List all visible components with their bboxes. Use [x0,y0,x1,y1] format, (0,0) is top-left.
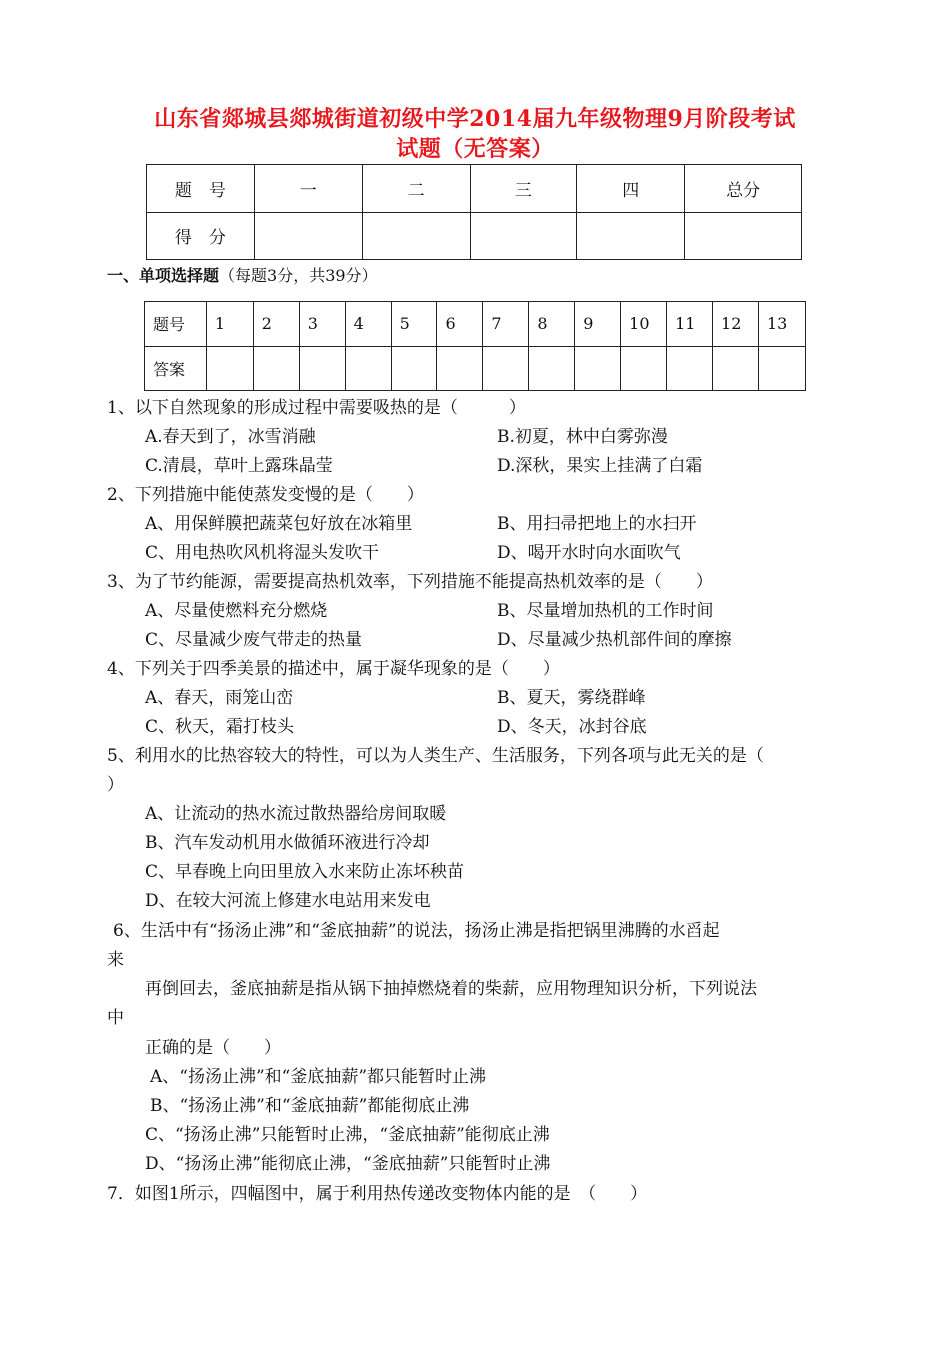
question-number-cell: 11 [667,302,713,347]
question-line: D、“扬汤止沸”能彻底止沸，“釜底抽薪”只能暂时止沸 [145,1154,551,1174]
score-cell[interactable] [470,212,577,260]
score-header-cell: 题 号 [147,165,255,213]
score-table-header-row [147,165,802,213]
score-header-cell: 总分 [685,165,802,213]
question-line: D、尽量减少热机部件间的摩擦 [497,630,732,650]
question-number-cell: 10 [621,302,667,347]
question-line: A、春天，雨笼山峦 [145,688,294,708]
section-1-heading [107,264,378,288]
answer-header-label: 题号 [145,302,207,347]
question-line: 来 [107,950,124,970]
question-number-cell: 2 [253,302,299,347]
question-line: B、夏天，雾绕群峰 [497,688,646,708]
question-line: D、在较大河流上修建水电站用来发电 [145,891,431,911]
question-number-cell: 5 [391,302,437,347]
answer-table [144,301,806,391]
score-cell[interactable] [577,212,685,260]
question-line: B.初夏，林中白雾弥漫 [497,427,668,447]
question-number-cell: 4 [345,302,391,347]
score-cell[interactable] [685,212,802,260]
question-line: A.春天到了，冰雪消融 [145,427,316,447]
answer-cell[interactable] [529,346,575,391]
question-line: 5、利用水的比热容较大的特性，可以为人类生产、生活服务，下列各项与此无关的是（ [107,746,764,766]
score-header-cell: 四 [577,165,685,213]
question-line: 再倒回去，釜底抽薪是指从锅下抽掉燃烧着的柴薪，应用物理知识分析，下列说法 [145,979,757,999]
answer-cell[interactable] [713,346,759,391]
score-table [146,164,802,260]
question-line: B、用扫帚把地上的水扫开 [497,514,697,534]
question-line: B、尽量增加热机的工作时间 [497,601,714,621]
question-number-cell: 8 [529,302,575,347]
question-number-cell: 1 [206,302,253,347]
question-line: 4、下列关于四季美景的描述中，属于凝华现象的是（ ） [107,659,560,679]
question-line: C、秋天，霜打枝头 [145,717,295,737]
question-line: C.清晨，草叶上露珠晶莹 [145,456,333,476]
answer-cell[interactable] [758,346,805,391]
title-line-2: 试题（无答案） [396,136,554,162]
question-line: D、喝开水时向水面吹气 [497,543,681,563]
question-line: 3、为了节约能源，需要提高热机效率，下列措施不能提高热机效率的是（ ） [107,572,713,592]
question-number-cell: 7 [483,302,529,347]
answer-cell[interactable] [575,346,621,391]
answer-row-label: 答案 [145,346,207,391]
question-line: 7．如图1所示，四幅图中，属于利用热传递改变物体内能的是 （ ） [107,1184,648,1204]
score-row-label: 得 分 [147,212,255,260]
question-line: A、用保鲜膜把蔬菜包好放在冰箱里 [145,514,413,534]
question-line: 中 [107,1008,124,1028]
title-line-1: 山东省郯城县郯城街道初级中学2014届九年级物理9月阶段考试 [154,106,796,132]
question-line: A、“扬汤止沸”和“釜底抽薪”都只能暂时止沸 [150,1067,487,1087]
question-line: A、让流动的热水流过散热器给房间取暖 [145,804,447,824]
score-header-cell: 一 [254,165,362,213]
question-number-cell: 6 [437,302,483,347]
answer-cell[interactable] [667,346,713,391]
question-line: 6、生活中有“扬汤止沸”和“釜底抽薪”的说法，扬汤止沸是指把锅里沸腾的水舀起 [113,921,720,941]
answer-cell[interactable] [345,346,391,391]
section-1-note: （每题3分，共39分） [219,266,378,285]
question-line: B、“扬汤止沸”和“釜底抽薪”都能彻底止沸 [150,1096,470,1116]
score-table-score-row [147,212,802,260]
section-1-title: 一、单项选择题 [107,266,220,285]
answer-cell[interactable] [437,346,483,391]
answer-cell[interactable] [621,346,667,391]
answer-table-answer-row [145,346,806,391]
answer-cell[interactable] [299,346,345,391]
answer-cell[interactable] [206,346,253,391]
question-line: C、用电热吹风机将湿头发吹干 [145,543,380,563]
answer-cell[interactable] [253,346,299,391]
answer-cell[interactable] [483,346,529,391]
question-line: D.深秋，果实上挂满了白霜 [497,456,703,476]
question-line: C、尽量减少废气带走的热量 [145,630,363,650]
answer-cell[interactable] [391,346,437,391]
question-line: A、尽量使燃料充分燃烧 [145,601,328,621]
question-line: B、汽车发动机用水做循环液进行冷却 [145,833,430,853]
answer-table-number-row [145,302,806,347]
score-header-cell: 二 [362,165,470,213]
question-number-cell: 12 [713,302,759,347]
question-number-cell: 3 [299,302,345,347]
score-cell[interactable] [254,212,362,260]
question-number-cell: 9 [575,302,621,347]
question-line: 2、下列措施中能使蒸发变慢的是（ ） [107,485,424,505]
score-cell[interactable] [362,212,470,260]
question-line: C、“扬汤止沸”只能暂时止沸，“釜底抽薪”能彻底止沸 [145,1125,550,1145]
score-header-cell: 三 [470,165,577,213]
question-line: 1、以下自然现象的形成过程中需要吸热的是（ ） [107,398,526,418]
question-line: 正确的是（ ） [145,1038,281,1058]
question-number-cell: 13 [758,302,805,347]
question-line: ） [107,775,124,795]
question-line: D、冬天，冰封谷底 [497,717,647,737]
document-title [95,104,855,164]
question-line: C、早春晚上向田里放入水来防止冻坏秧苗 [145,862,465,882]
